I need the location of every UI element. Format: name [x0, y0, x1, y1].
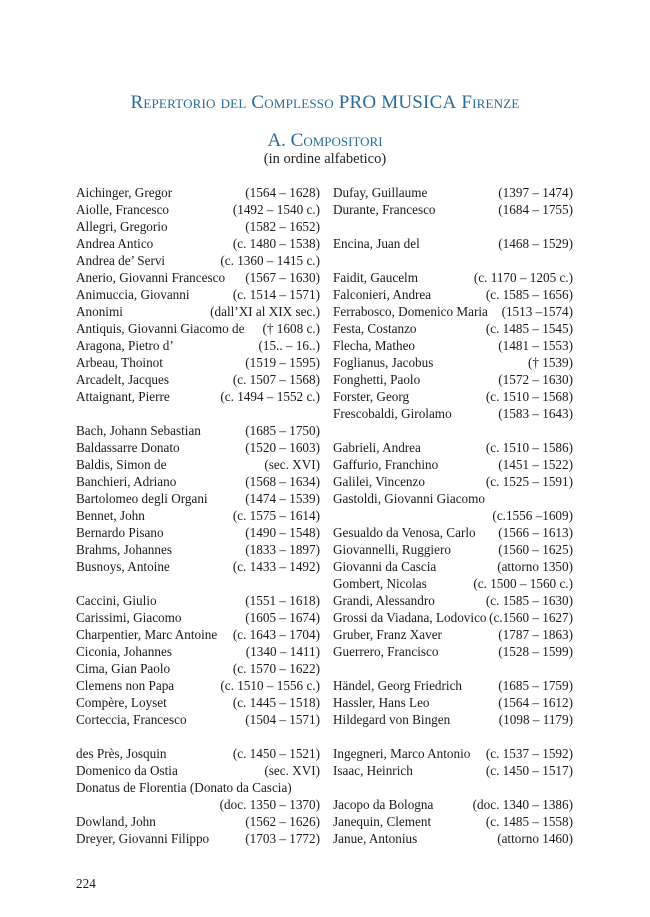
composer-name: Dufay, Guillaume — [333, 185, 428, 200]
composer-dates: (c. 1514 – 1571) — [232, 287, 320, 302]
composer-entry — [333, 541, 573, 558]
composer-dates: (15.. – 16..) — [258, 338, 320, 353]
composer-name: Charpentier, Marc Antoine — [76, 627, 218, 642]
composer-entry — [76, 354, 320, 371]
spacer — [333, 422, 573, 439]
composer-name: Janequin, Clement — [333, 814, 432, 829]
right-column — [333, 184, 573, 847]
composer-entry — [333, 269, 573, 286]
composer-entry — [76, 473, 320, 490]
composer-name: Hassler, Hans Leo — [333, 695, 430, 710]
composer-entry — [76, 490, 320, 507]
composer-entry — [333, 592, 573, 609]
composer-dates: (attorno 1460) — [497, 831, 573, 846]
composer-name: Giovanni da Cascia — [333, 559, 437, 574]
composer-entry — [76, 762, 320, 779]
composer-name: Aragona, Pietro d’ — [76, 338, 174, 353]
composer-name: Grandi, Alessandro — [333, 593, 435, 608]
composer-dates: († 1608 c.) — [262, 321, 320, 336]
composer-entry — [333, 796, 573, 813]
composer-entry — [76, 184, 320, 201]
spacer — [76, 575, 320, 592]
composer-name: Gaffurio, Franchino — [333, 457, 439, 472]
composer-name: Giovannelli, Ruggiero — [333, 542, 451, 557]
composer-dates: (c. 1450 – 1517) — [485, 763, 573, 778]
composer-dates: (1492 – 1540 c.) — [232, 202, 320, 217]
composer-entry — [76, 541, 320, 558]
left-column — [76, 184, 320, 847]
composer-entry — [333, 643, 573, 660]
composer-dates: (c. 1570 – 1622) — [232, 661, 320, 676]
composer-name: Gastoldi, Giovanni Giacomo — [333, 491, 485, 506]
composer-entry — [333, 558, 573, 575]
spacer — [333, 218, 573, 235]
composer-dates: (c. 1500 – 1560 c.) — [473, 576, 573, 591]
composer-dates: (c. 1485 – 1545) — [485, 321, 573, 336]
composer-entry — [76, 711, 320, 728]
spacer — [333, 660, 573, 677]
composer-name: Corteccia, Francesco — [76, 712, 187, 727]
composer-dates: (c. 1537 – 1592) — [485, 746, 573, 761]
composer-name: Bernardo Pisano — [76, 525, 164, 540]
composer-dates: (c. 1525 – 1591) — [485, 474, 573, 489]
composer-name: Bennet, John — [76, 508, 145, 523]
composer-name: Flecha, Matheo — [333, 338, 416, 353]
composer-dates: (c. 1575 – 1614) — [232, 508, 320, 523]
composer-dates: (1685 – 1750) — [245, 423, 320, 438]
composer-name: Janue, Antonius — [333, 831, 418, 846]
composer-dates: (sec. XVI) — [264, 763, 320, 778]
composer-entry — [76, 677, 320, 694]
composer-dates: (1582 – 1652) — [245, 219, 320, 234]
composer-entry — [333, 830, 573, 847]
composer-entry — [76, 201, 320, 218]
composer-entry — [333, 813, 573, 830]
composer-entry — [76, 813, 320, 830]
composer-name: Domenico da Ostia — [76, 763, 178, 778]
composer-name: Ingegneri, Marco Antonio — [333, 746, 471, 761]
composer-entry — [76, 660, 320, 677]
composer-dates: (c. 1445 – 1518) — [232, 695, 320, 710]
composer-entry — [333, 575, 573, 592]
composer-dates: (c.1556 –1609) — [492, 508, 573, 523]
composer-dates: (c. 1585 – 1656) — [485, 287, 573, 302]
composer-name: Fonghetti, Paolo — [333, 372, 421, 387]
composer-name: Attaignant, Pierre — [76, 389, 170, 404]
composer-dates: (c. 1494 – 1552 c.) — [220, 389, 320, 404]
composer-name: Brahms, Johannes — [76, 542, 172, 557]
composer-dates: (1340 – 1411) — [245, 644, 320, 659]
composer-entry — [76, 524, 320, 541]
spacer — [333, 252, 573, 269]
composer-name: Arcadelt, Jacques — [76, 372, 170, 387]
composer-entry — [333, 524, 573, 541]
composer-name: Antiquis, Giovanni Giacomo de — [76, 321, 245, 336]
composer-entry — [333, 507, 573, 524]
composer-name: Gesualdo da Venosa, Carlo — [333, 525, 476, 540]
composer-dates: (c. 1510 – 1556 c.) — [220, 678, 320, 693]
composer-name: Banchieri, Adriano — [76, 474, 177, 489]
composer-dates: (c. 1585 – 1630) — [485, 593, 573, 608]
composer-dates: († 1539) — [527, 355, 573, 370]
composer-dates: (1504 – 1571) — [245, 712, 320, 727]
composer-entry — [76, 320, 320, 337]
header-prefix: Repertorio del Complesso — [130, 92, 339, 113]
composer-dates: (1520 – 1603) — [245, 440, 320, 455]
composer-name: Bach, Johann Sebastian — [76, 423, 201, 438]
composer-entry — [76, 592, 320, 609]
composer-dates: (c. 1510 – 1586) — [485, 440, 573, 455]
composer-entry — [76, 235, 320, 252]
composer-entry — [333, 694, 573, 711]
composer-name: Donatus de Florentia (Donato da Cascia) — [76, 780, 292, 795]
composer-dates: (1568 – 1634) — [245, 474, 320, 489]
composer-dates: (1481 – 1553) — [498, 338, 573, 353]
spacer — [333, 779, 573, 796]
composer-entry — [76, 609, 320, 626]
composer-name: des Près, Josquin — [76, 746, 167, 761]
composer-dates: (1474 – 1539) — [245, 491, 320, 506]
composer-dates: (dall’XI al XIX sec.) — [210, 304, 320, 319]
composer-name: Andrea Antico — [76, 236, 154, 251]
composer-entry — [333, 626, 573, 643]
composer-entry — [76, 252, 320, 269]
composer-entry — [333, 337, 573, 354]
composer-name: Ferrabosco, Domenico Maria — [333, 304, 488, 319]
composer-name: Isaac, Heinrich — [333, 763, 413, 778]
composer-name: Hildegard von Bingen — [333, 712, 451, 727]
composer-entry — [333, 354, 573, 371]
composer-dates: (c. 1450 – 1521) — [232, 746, 320, 761]
composer-dates: (1703 – 1772) — [245, 831, 320, 846]
composer-name: Festa, Costanzo — [333, 321, 417, 336]
composer-name: Baldis, Simon de — [76, 457, 167, 472]
composer-entry — [76, 286, 320, 303]
composer-entry — [76, 796, 320, 813]
composer-name: Händel, Georg Friedrich — [333, 678, 463, 693]
composer-entry — [333, 745, 573, 762]
composer-name: Ciconia, Johannes — [76, 644, 172, 659]
section-subtitle: (in ordine alfabetico) — [263, 151, 387, 167]
composer-name: Gruber, Franz Xaver — [333, 627, 442, 642]
composer-dates: (1572 – 1630) — [498, 372, 573, 387]
composer-entry — [333, 439, 573, 456]
composer-entry — [333, 609, 573, 626]
composer-entry — [333, 371, 573, 388]
composer-entry — [76, 337, 320, 354]
composer-name: Cima, Gian Paolo — [76, 661, 171, 676]
composer-entry — [333, 405, 573, 422]
composer-entry — [76, 439, 320, 456]
composer-name: Forster, Georg — [333, 389, 410, 404]
composer-name: Foglianus, Jacobus — [333, 355, 434, 370]
composer-dates: (1833 – 1897) — [245, 542, 320, 557]
composer-name: Dowland, John — [76, 814, 156, 829]
spacer — [76, 405, 320, 422]
composer-entry — [333, 235, 573, 252]
page-number: 224 — [76, 876, 96, 891]
composer-dates: (1787 – 1863) — [498, 627, 573, 642]
composer-dates: (1566 – 1613) — [498, 525, 573, 540]
composer-dates: (c. 1510 – 1568) — [485, 389, 573, 404]
composer-entry — [76, 388, 320, 405]
composer-name: Busnoys, Antoine — [76, 559, 170, 574]
composer-name: Encina, Juan del — [333, 236, 420, 251]
composer-entry — [76, 456, 320, 473]
composer-entry — [333, 320, 573, 337]
composer-entry — [333, 286, 573, 303]
composer-name: Carissimi, Giacomo — [76, 610, 182, 625]
composer-name: Gabrieli, Andrea — [333, 440, 421, 455]
composer-entry — [76, 422, 320, 439]
composer-entry — [76, 218, 320, 235]
composer-dates: (1560 – 1625) — [498, 542, 573, 557]
composer-entry — [333, 303, 573, 320]
composer-dates: (1567 – 1630) — [245, 270, 320, 285]
composer-dates: (1583 – 1643) — [498, 406, 573, 421]
composer-entry — [76, 626, 320, 643]
composer-dates: (c. 1507 – 1568) — [232, 372, 320, 387]
composer-dates: (attorno 1350) — [497, 559, 573, 574]
composer-name: Aiolle, Francesco — [76, 202, 170, 217]
composer-name: Guerrero, Francisco — [333, 644, 439, 659]
composer-dates: (1551 – 1618) — [245, 593, 320, 608]
header-strong: PRO MUSICA — [338, 92, 457, 113]
composer-name: Clemens non Papa — [76, 678, 175, 693]
composer-dates: (1528 – 1599) — [498, 644, 573, 659]
header-suffix: Firenze — [456, 92, 520, 113]
composer-name: Faidit, Gaucelm — [333, 270, 418, 285]
composer-name: Andrea de’ Servi — [76, 253, 166, 268]
composer-dates: (c. 1485 – 1558) — [485, 814, 573, 829]
composer-dates: (1098 – 1179) — [498, 712, 573, 727]
composer-name: Aichinger, Gregor — [76, 185, 173, 200]
composer-name: Animuccia, Giovanni — [76, 287, 190, 302]
composer-dates: (sec. XVI) — [264, 457, 320, 472]
composer-entry — [76, 507, 320, 524]
composer-name: Falconieri, Andrea — [333, 287, 432, 302]
composer-entry — [333, 456, 573, 473]
composer-entry — [333, 388, 573, 405]
composer-entry — [76, 303, 320, 320]
spacer — [333, 728, 573, 745]
composer-dates: (1564 – 1612) — [498, 695, 573, 710]
composer-name: Arbeau, Thoinot — [76, 355, 163, 370]
composer-entry — [76, 269, 320, 286]
composer-dates: (doc. 1340 – 1386) — [472, 797, 573, 812]
composer-dates: (1490 – 1548) — [245, 525, 320, 540]
composer-dates: (c. 1480 – 1538) — [232, 236, 320, 251]
composer-entry — [333, 473, 573, 490]
composer-dates: (1397 – 1474) — [498, 185, 573, 200]
composer-name: Gombert, Nicolas — [333, 576, 427, 591]
composer-dates: (c. 1433 – 1492) — [232, 559, 320, 574]
composer-entry — [76, 830, 320, 847]
composer-entry — [76, 371, 320, 388]
composer-name: Frescobaldi, Girolamo — [333, 406, 452, 421]
composer-dates: (c. 1360 – 1415 c.) — [220, 253, 320, 268]
composer-name: Compère, Loyset — [76, 695, 167, 710]
composer-dates: (1562 – 1626) — [245, 814, 320, 829]
composer-dates: (1468 – 1529) — [498, 236, 573, 251]
composer-name: Baldassarre Donato — [76, 440, 180, 455]
composer-dates: (1684 – 1755) — [498, 202, 573, 217]
composer-entry — [333, 201, 573, 218]
composer-entry — [76, 745, 320, 762]
composer-entry — [333, 677, 573, 694]
section-title: A. Compositori — [267, 130, 383, 151]
composer-dates: (1519 – 1595) — [245, 355, 320, 370]
composer-name: Grossi da Viadana, Lodovico — [333, 610, 487, 625]
composer-dates: (1605 – 1674) — [245, 610, 320, 625]
composer-name: Anonimi — [76, 304, 123, 319]
composer-entry — [333, 184, 573, 201]
composer-entry — [76, 694, 320, 711]
composer-dates: (c. 1643 – 1704) — [232, 627, 320, 642]
composer-name: Dreyer, Giovanni Filippo — [76, 831, 210, 846]
composer-dates: (c.1560 – 1627) — [489, 610, 573, 625]
composer-name: Bartolomeo degli Organi — [76, 491, 208, 506]
composer-dates: (1451 – 1522) — [498, 457, 573, 472]
composer-entry — [333, 490, 573, 507]
composer-dates: (1513 –1574) — [501, 304, 573, 319]
composer-entry — [76, 779, 320, 796]
composer-name: Durante, Francesco — [333, 202, 436, 217]
page-header — [0, 92, 650, 114]
composer-entry — [333, 711, 573, 728]
composer-name: Allegri, Gregorio — [76, 219, 168, 234]
spacer — [76, 728, 320, 745]
composer-dates: (1564 – 1628) — [245, 185, 320, 200]
composer-name: Jacopo da Bologna — [333, 797, 434, 812]
composer-entry — [333, 762, 573, 779]
composer-dates: (1685 – 1759) — [498, 678, 573, 693]
composer-name: Caccini, Giulio — [76, 593, 157, 608]
composer-dates: (doc. 1350 – 1370) — [219, 797, 320, 812]
composer-entry — [76, 643, 320, 660]
composer-entry — [76, 558, 320, 575]
composer-dates: (c. 1170 – 1205 c.) — [473, 270, 573, 285]
composer-name: Galilei, Vincenzo — [333, 474, 425, 489]
composer-name: Anerio, Giovanni Francesco — [76, 270, 226, 285]
